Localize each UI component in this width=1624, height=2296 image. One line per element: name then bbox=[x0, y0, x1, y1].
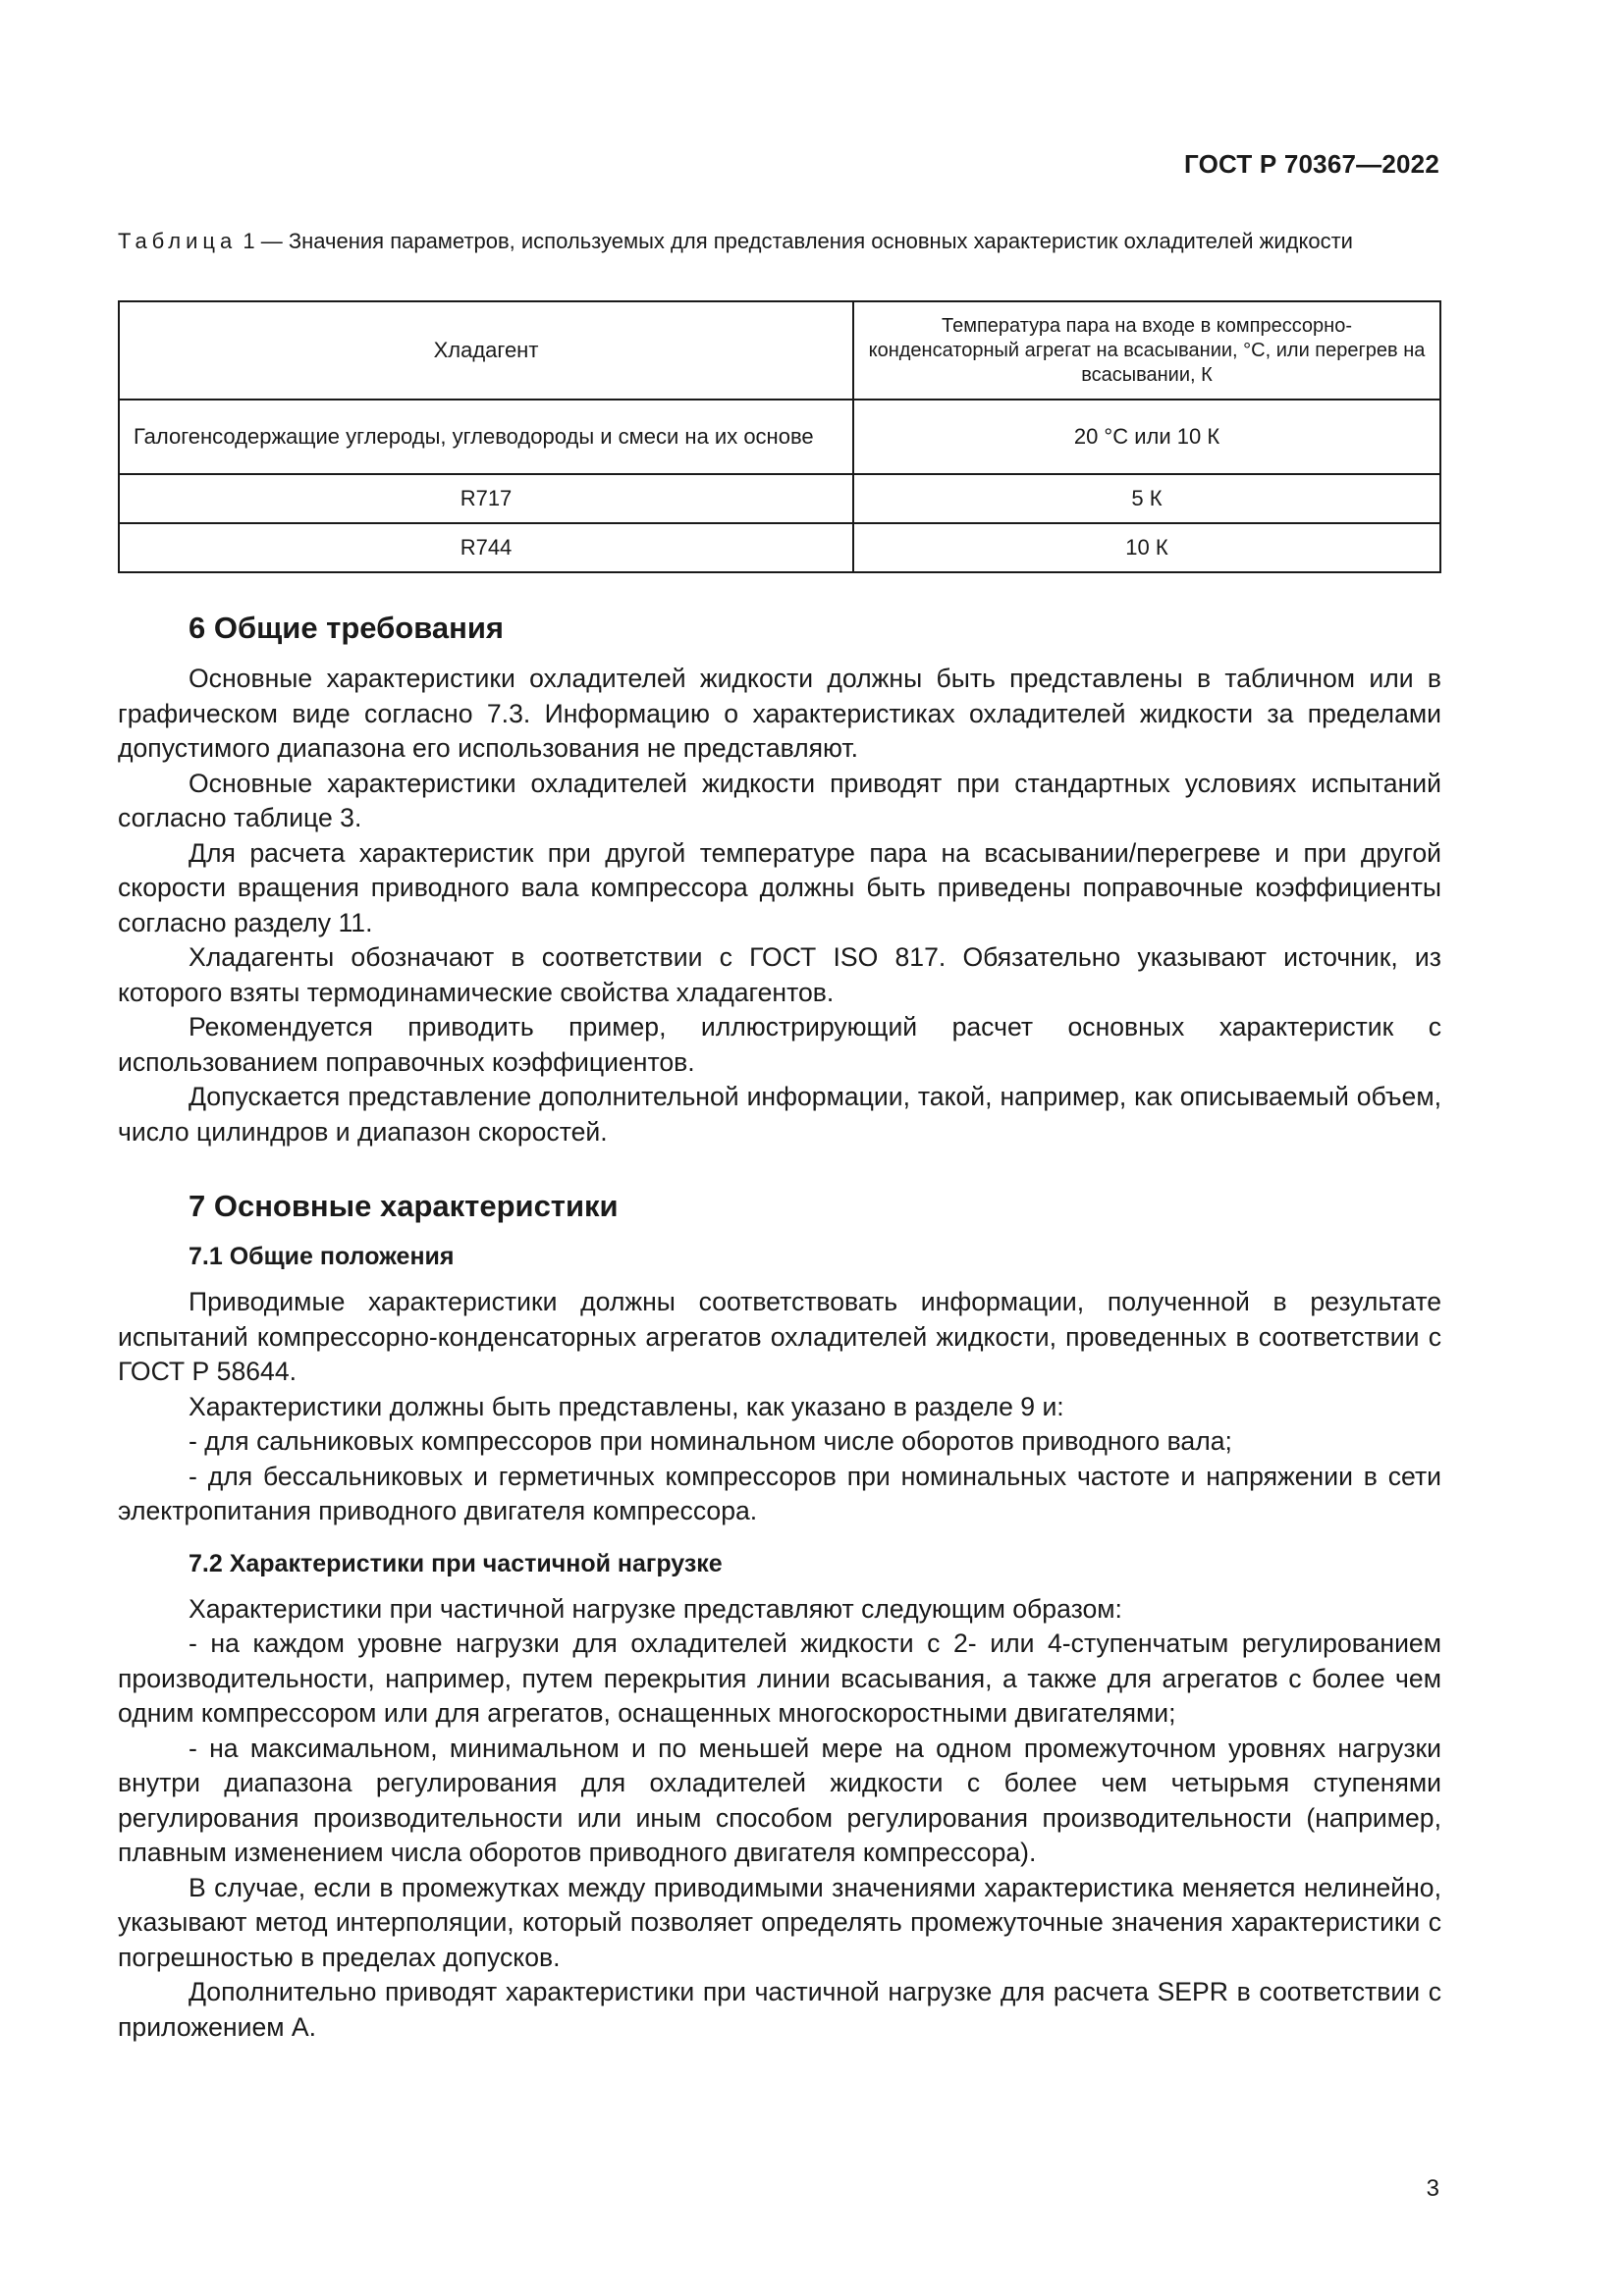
standard-code: ГОСТ Р 70367—2022 bbox=[1184, 149, 1439, 179]
list-item: - для сальниковых компрессоров при номинальном числе оборотов приводного вала; bbox=[189, 1426, 1232, 1456]
section-6-title: 6 Общие требования bbox=[189, 611, 504, 645]
subsection-7-2-title: 7.2 Характеристики при частичной нагрузке bbox=[189, 1549, 723, 1577]
table-row bbox=[119, 474, 1440, 523]
table-caption-prefix: Таблица bbox=[118, 229, 238, 253]
table-caption-text: 1 — Значения параметров, используемых для представления основных характеристик охладителей жидкости bbox=[237, 229, 1353, 253]
header-temperature: Температура пара на входе в компрессорно-конденсаторный агрегат на всасывании, °С, или перегрев на всасывании, К bbox=[853, 301, 1440, 400]
subsection-7-1-title: 7.1 Общие положения bbox=[189, 1243, 455, 1270]
cell-refrigerant: R744 bbox=[119, 523, 853, 572]
cell-refrigerant: Галогенсодержащие углероды, углеводороды и смеси на их основе bbox=[119, 400, 853, 474]
paragraph: Рекомендуется приводить пример, иллюстрирующий расчет основных характеристик с использованием поправочных коэффициентов. bbox=[118, 1012, 1441, 1077]
main-content bbox=[118, 609, 1441, 2045]
cell-value: 10 К bbox=[853, 523, 1440, 572]
cell-value: 20 °С или 10 К bbox=[853, 400, 1440, 474]
paragraph: Хладагенты обозначают в соответствии с ГОСТ ISO 817. Обязательно указывают источник, из которого взяты термодинамические свойства хладагентов. bbox=[118, 942, 1441, 1007]
list-item: - на максимальном, минимальном и по меньшей мере на одном промежуточном уровнях нагрузки внутри диапазона регулирования для охладителей жидкости с более чем четырьмя ступенями регулирования производительности или иным способом регулирования производительности (например, плавным изменением числа оборотов приводного двигателя компрессора). bbox=[118, 1733, 1441, 1867]
paragraph: Дополнительно приводят характеристики при частичной нагрузке для расчета SEPR в соответствии с приложением А. bbox=[118, 1977, 1441, 2042]
section-7-title: 7 Основные характеристики bbox=[189, 1189, 619, 1223]
paragraph: Характеристики при частичной нагрузке представляют следующим образом: bbox=[189, 1593, 1122, 1624]
table-caption bbox=[118, 228, 1441, 255]
cell-refrigerant: R717 bbox=[119, 474, 853, 523]
page-number: 3 bbox=[1426, 2175, 1439, 2202]
paragraph: Характеристики должны быть представлены, как указано в разделе 9 и: bbox=[189, 1391, 1064, 1421]
paragraph: Допускается представление дополнительной информации, такой, например, как описываемый объем, число цилиндров и диапазон скоростей. bbox=[118, 1082, 1441, 1147]
table-row bbox=[119, 523, 1440, 572]
header-refrigerant: Хладагент bbox=[119, 301, 853, 400]
paragraph: В случае, если в промежутках между приводимыми значениями характеристика меняется нелинейно, указывают метод интерполяции, который позволяет определять промежуточные значения характеристики с погрешностью в пределах допусков. bbox=[118, 1872, 1441, 1972]
table-header-row bbox=[119, 301, 1440, 400]
list-item: - для бессальниковых и герметичных компрессоров при номинальных частоте и напряжении в сети электропитания приводного двигателя компрессора. bbox=[118, 1461, 1441, 1525]
paragraph: Для расчета характеристик при другой температуре пара на всасывании/перегреве и при другой скорости вращения приводного вала компрессора должны быть приведены поправочные коэффициенты согласно разделу 11. bbox=[118, 837, 1441, 937]
paragraph: Основные характеристики охладителей жидкости должны быть представлены в табличном или в графическом виде согласно 7.3. Информацию о характеристиках охладителей жидкости за пределами допустимого диапазона его использования не представляют. bbox=[118, 664, 1441, 763]
table-row bbox=[119, 400, 1440, 474]
paragraph: Приводимые характеристики должны соответствовать информации, полученной в результате испытаний компрессорно-конденсаторных агрегатов охладителей жидкости, проведенных в соответствии с ГОСТ Р 58644. bbox=[118, 1287, 1441, 1386]
list-item: - на каждом уровне нагрузки для охладителей жидкости с 2- или 4-ступенчатым регулированием производительности, например, путем перекрытия линии всасывания, а также для агрегатов с более чем одним компрессором или для агрегатов, оснащенных многоскоростными двигателями; bbox=[118, 1629, 1441, 1728]
parameters-table bbox=[118, 300, 1441, 573]
paragraph: Основные характеристики охладителей жидкости приводят при стандартных условиях испытаний согласно таблице 3. bbox=[118, 768, 1441, 832]
cell-value: 5 К bbox=[853, 474, 1440, 523]
